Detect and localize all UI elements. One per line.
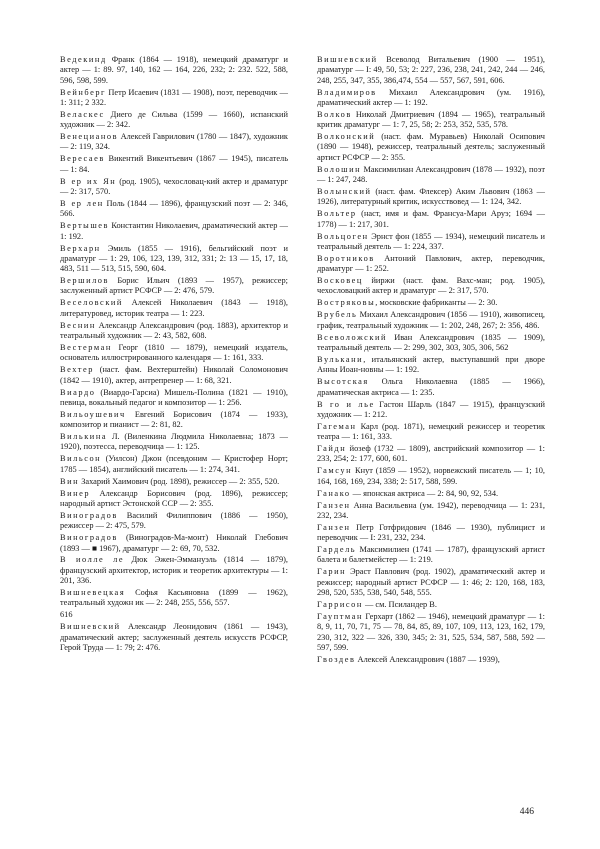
entry-headword: Виардо bbox=[60, 387, 96, 397]
entry-text: (наст. фам. Флексер) Аким Львович (1863 — 1926), литературный критик, искусствовед — 1: 124, 342. bbox=[317, 187, 545, 207]
index-entry bbox=[60, 177, 288, 198]
entry-text: Эраст Павлович (род. 1902), драматический актер и режиссер; народный артист РСФСР — 1: 46; 2: 120, 168, 183, 298, 520, 535, 538, 540, 548, 555. bbox=[317, 567, 545, 598]
entry-text: Ольга Николаевна (1885 — 1966), драматическая актриса — 1: 235. bbox=[317, 377, 545, 397]
entry-text: (род. 1905), чехословац-кий актер и драматург — 2: 317, 570. bbox=[60, 176, 289, 196]
entry-headword: Ганзен bbox=[317, 522, 351, 532]
entry-text: Герхарт (1862 — 1946), немецкий драматург — 1: 8, 9, 11, 70, 71, 75 — 78, 84, 85, 89, 107, 109, 113, 123, 162, 179, 230, 312, 322 — 326, 330, 345; 2: 31, 525, 534, 587, 588, 592 — 597, 599. bbox=[317, 612, 545, 652]
entry-text: Эмиль (1855 — 1916), бельгийский поэт и драматург — 1: 29, 106, 123, 139, 312, 331; 2: 13 — 15, 17, 18, 483, 511 — 513, 515, 590, 604. bbox=[60, 243, 288, 274]
index-entry bbox=[317, 377, 545, 398]
entry-headword: Вин bbox=[60, 476, 80, 486]
entry-headword: Востряковы bbox=[317, 298, 376, 308]
index-entry bbox=[60, 588, 288, 609]
entry-text: Петр Готфридович (1846 — 1930), публицист и переводчик — I: 231, 232, 234. bbox=[317, 522, 545, 543]
entry-headword: Вольтер bbox=[317, 209, 357, 219]
entry-text: Максимилиан Александрович (1878 — 1932), поэт — 1: 247, 248. bbox=[317, 164, 545, 185]
entry-headword: Венецианов bbox=[60, 132, 119, 142]
entry-headword: Волошин bbox=[317, 164, 362, 174]
entry-headword: Веласкес bbox=[60, 109, 105, 119]
entry-headword: Виноградов bbox=[60, 510, 118, 520]
index-entry bbox=[60, 454, 288, 475]
entry-text: Алексей Николаевич (1843 — 1918), литературовед, историк театра — 1: 223. bbox=[60, 298, 288, 318]
index-entry bbox=[60, 88, 288, 109]
entry-text: Анна Васильевна (ум. 1942), переводчица — 1: 231, 232, 234. bbox=[317, 500, 545, 520]
entry-text: Евгений Борисович (1874 — 1933), композитор и пианист — 2: 81, 82. bbox=[60, 409, 288, 430]
entry-headword: Веселовский bbox=[60, 298, 123, 308]
page-number: 446 bbox=[519, 807, 534, 817]
index-entry bbox=[60, 199, 288, 220]
index-entry bbox=[317, 355, 545, 376]
index-entry bbox=[317, 523, 545, 544]
entry-text: Захарий Хаимович (род. 1898), режиссер — 2: 355, 520. bbox=[79, 476, 280, 486]
entry-text: Диего де Сильва (1599 — 1660), испанский художник — 2: 342. bbox=[60, 109, 288, 130]
entry-text: йиржи (наст. фам. Вахс-ман; род. 1905), чехословацкий актер и драматург — 2: 317, 570. bbox=[317, 276, 545, 296]
entry-headword: Вильоушевич bbox=[60, 409, 126, 419]
index-entry bbox=[60, 511, 288, 532]
index-entry bbox=[317, 466, 545, 487]
entry-headword: В иолле ле bbox=[60, 555, 125, 565]
entry-text: Алексей Александрович (1887 — 1939), bbox=[355, 654, 500, 664]
entry-headword: В ер лен bbox=[60, 198, 104, 208]
entry-headword: Восковец bbox=[317, 276, 363, 286]
entry-headword: Врубель bbox=[317, 310, 358, 320]
entry-headword: Вершилов bbox=[60, 276, 110, 286]
entry-text: Иван Александрович (1835 — 1909), театральный деятель — 2: 299, 302, 303, 305, 306, 562 bbox=[317, 332, 545, 352]
index-entry bbox=[317, 276, 545, 297]
entry-text: Константин Николаевич, драматический актер — 1: 192. bbox=[60, 221, 288, 241]
index-entry bbox=[317, 310, 545, 331]
entry-text: Всеволод Витальевич (1900 — 1951), драматург — I: 49, 50, 53; 2: 227, 236, 238, 241, 242, 244 — 246, 248, 255, 347, 355, 386,474, 554 — 557, 567, 591, 606. bbox=[317, 55, 545, 85]
index-entry bbox=[317, 567, 545, 598]
index-entry bbox=[60, 489, 288, 510]
index-entry bbox=[317, 88, 545, 109]
index-entry bbox=[317, 422, 545, 443]
index-entry bbox=[60, 298, 288, 319]
index-entry bbox=[60, 154, 288, 175]
index-entry bbox=[317, 333, 545, 354]
entry-headword: Владимиров bbox=[317, 87, 377, 97]
entry-headword: Вестерман bbox=[60, 342, 112, 352]
entry-headword: Вулькани bbox=[317, 354, 364, 364]
entry-text: (Виардо-Гарсиа) Мишель-Полина (1821 — 1910), певица, вокальный педагог и композитор — 1: 256. bbox=[60, 387, 288, 407]
entry-text: — японская актриса — 2: 84, 90, 92, 534. bbox=[350, 488, 499, 498]
index-entry bbox=[60, 321, 288, 342]
entry-headword: Гайдн bbox=[317, 444, 347, 454]
entry-headword: Виноградов bbox=[60, 533, 118, 543]
entry-text: Карл (род. 1871), немецкий режиссер и теоретик театра — 1: 161, 333. bbox=[317, 421, 545, 442]
index-column-right bbox=[317, 55, 545, 667]
entry-text: Александр Леонидович (1861 — 1943), драматический актер; заслуженный деятель искусств РСФСР, Герой Труда — 1: 79; 2: 476. bbox=[60, 622, 288, 652]
index-entry bbox=[317, 444, 545, 465]
entry-text: Алексей Гаврилович (1780 — 1847), художник — 2: 119, 324. bbox=[60, 132, 288, 152]
index-entry bbox=[317, 232, 545, 253]
entry-text: Викентий Викентьевич (1867 — 1945), писатель — 1: 84. bbox=[60, 154, 288, 174]
entry-text: Дюк Эжен-Эммануэль (1814 — 1879), французский архитектор, историк и теоретик архитектуры — 1: 201, 336. bbox=[60, 555, 288, 586]
index-entry bbox=[317, 400, 545, 421]
index-entry bbox=[317, 612, 545, 653]
entry-headword: Всеволожский bbox=[317, 332, 388, 342]
entry-headword: Вишневский bbox=[60, 622, 121, 632]
entry-text: — см. Псиландер В. bbox=[362, 600, 437, 610]
entry-headword: Ганзен bbox=[317, 500, 351, 510]
entry-headword: Гвоздев bbox=[317, 654, 356, 664]
entry-text: Михаил Александрович (ум. 1916), драматический актер — 1: 192. bbox=[317, 87, 545, 107]
entry-text: Петр Исаевич (1831 — 1908), поэт, переводчик — 1: 311; 2 332. bbox=[60, 87, 288, 107]
index-entry bbox=[60, 244, 288, 275]
index-entry bbox=[317, 110, 545, 131]
entry-text: Поль (1844 — 1896), французский поэт — 2: 346, 566. bbox=[60, 198, 288, 219]
index-entry bbox=[60, 221, 288, 242]
index-entry bbox=[60, 533, 288, 554]
entry-text: Эрнст фон (1855 — 1934), немецкий писатель и театральный деятель — 1: 224, 337. bbox=[317, 231, 545, 251]
entry-text: (наст. фам. Муравьев) Николай Осипович (1890 — 1948), режиссер, театральный деятель; заслуженный артист РСФСР — 2: 355. bbox=[317, 132, 545, 162]
entry-text: Борис Ильич (1893 — 1957), режиссер; заслуженный артист РСФСР — 2: 476, 579. bbox=[60, 276, 288, 296]
entry-text: Максимилиен (1741 — 1787), французский артист балета и балетмейстер — 1: 219. bbox=[317, 545, 545, 565]
index-entry bbox=[317, 132, 545, 163]
index-entry bbox=[60, 110, 288, 131]
entry-headword: Вильсон bbox=[60, 454, 102, 464]
entry-headword: Высотская bbox=[317, 377, 369, 387]
entry-text: йозеф (1732 — 1809), австрийский композитор — 1: 233, 254; 2: 177, 600, 601. bbox=[317, 444, 545, 464]
entry-headword: Вишневецкая bbox=[60, 588, 126, 598]
entry-headword: Гардель bbox=[317, 545, 357, 555]
index-entry bbox=[60, 432, 288, 453]
entry-text: Софья Касьяновна (1899 — 1962), театральный художн ик — 2: 248, 255, 556, 557. bbox=[60, 588, 288, 608]
entry-headword: Гамсун bbox=[317, 466, 353, 476]
index-entry bbox=[317, 600, 545, 610]
entry-headword: Волконский bbox=[317, 132, 376, 142]
entry-headword: В ер их Ян bbox=[60, 176, 117, 186]
index-entry bbox=[60, 132, 288, 153]
entry-text: Гастон Шарль (1847 — 1915), французский художник — 1: 212. bbox=[317, 399, 545, 419]
index-entry bbox=[317, 165, 545, 186]
entry-headword: Гаррисон bbox=[317, 600, 363, 610]
entry-text: , московские фабриканты — 2: 30. bbox=[375, 298, 498, 308]
index-entry bbox=[317, 501, 545, 522]
entry-headword: В го и лье bbox=[317, 399, 375, 409]
index-entry bbox=[60, 388, 288, 409]
entry-text: (наст, имя и фам. Франсуа-Мари Аруэ; 1694 — 1778) — 1: 217, 301. bbox=[317, 209, 545, 229]
entry-text: Л. (Виленкина Людмила Николаевна; 1873 — 1920), поэтесса, переводчица — 1: 125. bbox=[60, 432, 288, 452]
index-entry bbox=[317, 254, 545, 275]
entry-text: Франк (1864 — 1918), немецкий драматург и актер — 1: 89. 97, 140, 162 — 164, 226, 232; 2: 232. 522, 588, 596, 598, 599. bbox=[60, 55, 288, 85]
index-entry bbox=[60, 622, 288, 653]
entry-text: Кнут (1859 — 1952), норвежский писатель — 1; 10, 164, 168, 169, 234, 338; 2: 517, 588, 599. bbox=[317, 466, 545, 486]
entry-headword: Вейнберг bbox=[60, 87, 107, 97]
entry-headword: Вишневский bbox=[317, 55, 378, 64]
index-entry bbox=[317, 209, 545, 230]
entry-text: , итальянский актер, выступавший при дворе Анны Иоан-новны — 1: 192. bbox=[317, 354, 545, 375]
index-entry bbox=[317, 298, 545, 308]
entry-headword: Гарин bbox=[317, 567, 347, 577]
entry-headword: Вольцоген bbox=[317, 231, 369, 241]
index-column-left bbox=[60, 55, 288, 655]
entry-text: Николай Дмитриевич (1894 — 1965), театральный критик драматург — 1: 7, 25, 58; 2: 253, 352, 535, 578. bbox=[317, 109, 545, 130]
index-entry bbox=[317, 489, 545, 499]
entry-text: Василий Филиппович (1886 — 1950), режиссер — 2: 475, 579. bbox=[60, 510, 288, 531]
index-entry bbox=[317, 55, 545, 86]
entry-headword: Вехтер bbox=[60, 365, 94, 375]
entry-text: Антоний Павлович, актер, переводчик, драматург — 1: 252. bbox=[317, 253, 545, 274]
index-entry bbox=[60, 276, 288, 297]
entry-text: (Виноградов-Ма-монт) Николай Глебович (1893 — ■ 1967), драматург — 2: 69, 70, 532. bbox=[60, 533, 288, 553]
entry-headword: Воротников bbox=[317, 253, 375, 263]
index-entry bbox=[60, 343, 288, 364]
entry-text: (наст. фам. Вехтерштейн) Николай Соломонович (1842 — 1910), актер, антрепренер — 1: 68, 321. bbox=[60, 365, 288, 385]
entry-text: Георг (1810 — 1879), немецкий издатель, основатель иллюстрированного календаря — 1: 161, 333. bbox=[60, 342, 288, 363]
entry-text: (Уилсон) Джон (псевдоним — Кристофер Норт; 1785 — 1854), английский писатель — 1: 274, 341. bbox=[60, 454, 288, 474]
entry-headword: Верхарн bbox=[60, 243, 101, 253]
index-entry bbox=[60, 555, 288, 586]
index-entry bbox=[317, 187, 545, 208]
entry-text: 616 bbox=[60, 610, 73, 620]
entry-headword: Вилькина bbox=[60, 432, 108, 442]
index-entry bbox=[60, 610, 288, 620]
index-entry bbox=[317, 545, 545, 566]
entry-headword: Гагеман bbox=[317, 421, 357, 431]
entry-text: Александр Борисович (род. 1896), режиссер; народный артист Эстонской ССР — 2: 355. bbox=[60, 488, 288, 508]
entry-headword: Волынский bbox=[317, 187, 372, 196]
index-entry bbox=[60, 55, 288, 86]
entry-headword: Вересаев bbox=[60, 154, 105, 164]
index-entry bbox=[60, 410, 288, 431]
entry-headword: Винер bbox=[60, 488, 91, 498]
entry-headword: Веснин bbox=[60, 320, 96, 330]
entry-headword: Ведекинд bbox=[60, 55, 107, 64]
index-entry bbox=[60, 477, 288, 487]
entry-headword: Волков bbox=[317, 109, 352, 119]
entry-headword: Ганако bbox=[317, 488, 351, 498]
index-entry bbox=[60, 365, 288, 386]
entry-text: Александр Александрович (род. 1883), архитектор и театральный художник — 2: 43, 582, 608. bbox=[60, 320, 288, 340]
entry-text: Михаил Александрович (1856 — 1910), живописец, график, театральный художник — 1: 202, 248, 267; 2: 356, 486. bbox=[317, 310, 545, 330]
entry-headword: Вертышев bbox=[60, 221, 110, 231]
entry-headword: Гауптман bbox=[317, 612, 363, 622]
index-entry bbox=[317, 655, 545, 665]
